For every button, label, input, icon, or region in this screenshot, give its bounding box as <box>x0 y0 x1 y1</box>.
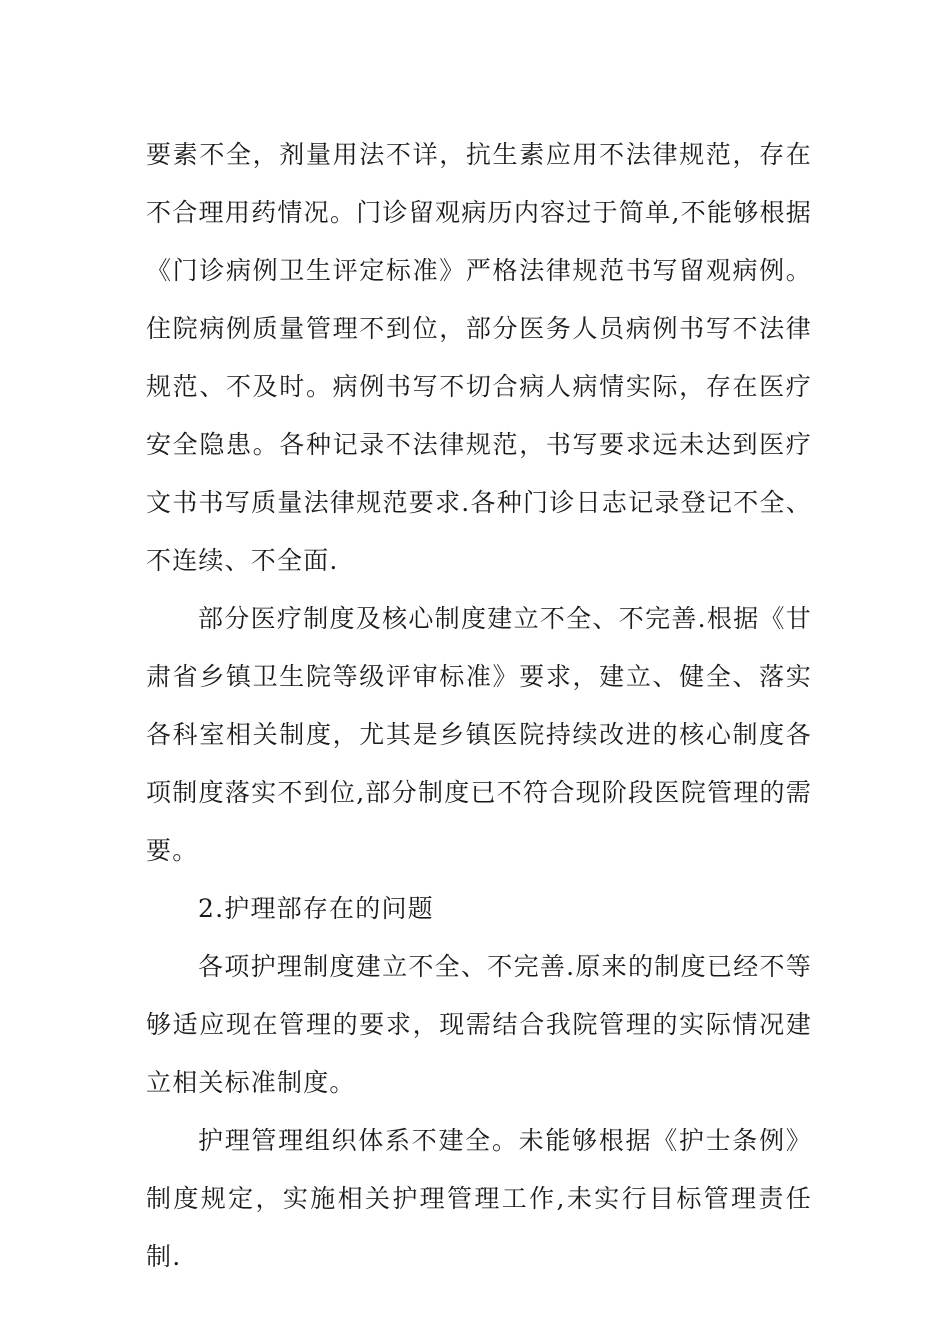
paragraph-medical-system: 部分医疗制度及核心制度建立不全、不完善.根据《甘肃省乡镇卫生院等级评审标准》要求，建立、健全、落实各科室相关制度，尤其是乡镇医院持续改进的核心制度各项制度落实不到位,部分制度已不符合现阶段医院管理的需要。 <box>146 604 812 865</box>
section-heading-nursing: 2.护理部存在的问题 <box>198 894 434 923</box>
document-body <box>146 126 812 1286</box>
paragraph-nursing-system: 各项护理制度建立不全、不完善.原来的制度已经不等够适应现在管理的要求，现需结合我院管理的实际情况建立相关标准制度。 <box>146 952 812 1097</box>
paragraph-nursing-organization: 护理管理组织体系不建全。未能够根据《护士条例》制度规定，实施相关护理管理工作,未实行目标管理责任制. <box>146 1126 812 1271</box>
paragraph-medical-records: 要素不全，剂量用法不详，抗生素应用不法律规范，存在不合理用药情况。门诊留观病历内容过于简单,不能够根据《门诊病例卫生评定标准》严格法律规范书写留观病例。住院病例质量管理不到位，部分医务人员病例书写不法律规范、不及时。病例书写不切合病人病情实际，存在医疗安全隐患。各种记录不法律规范，书写要求远未达到医疗文书书写质量法律规范要求.各种门诊日志记录登记不全、不连续、不全面. <box>146 140 812 575</box>
